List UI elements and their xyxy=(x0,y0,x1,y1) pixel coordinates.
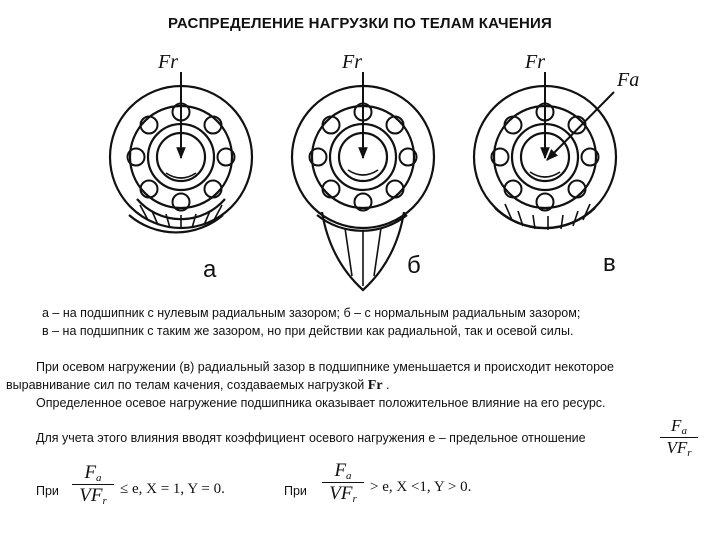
condition-1-fraction: $F_a$ $VF_r$ xyxy=(72,462,114,507)
paragraph-1-line-2-end: . xyxy=(386,378,390,392)
paragraph-3: Для учета этого влияния вводят коэффициент осевого нагружения е – предельное отношение xyxy=(36,431,586,445)
force-label-fr-a: Fr xyxy=(158,51,178,73)
force-label-fa-v: Fa xyxy=(617,69,640,91)
condition-2-fraction: $F_a$ $VF_r$ xyxy=(322,460,364,505)
fr-symbol: Fr xyxy=(367,378,383,393)
caption-line-1: а – на подшипник с нулевым радиальным зазором; б – с нормальным радиальным зазором; xyxy=(42,306,581,320)
condition-1-prefix: При xyxy=(36,484,59,498)
figure-label-b: б xyxy=(407,252,421,279)
paragraph-1-line-2-text: выравнивание сил по телам качения, создаваемых нагрузкой xyxy=(6,378,365,392)
force-label-fr-b: Fr xyxy=(342,51,362,73)
figure-label-v: в xyxy=(603,250,616,277)
caption-line-2: в – на подшипник с таким же зазором, но при действии как радиальной, так и осевой силы. xyxy=(42,324,574,338)
paragraph-2: Определенное осевое нагружение подшипника оказывает положительное влияние на его ресурс. xyxy=(36,396,606,410)
bearing-diagram-a xyxy=(110,72,252,232)
page-title: РАСПРЕДЕЛЕНИЕ НАГРУЗКИ ПО ТЕЛАМ КАЧЕНИЯ xyxy=(168,15,552,32)
bearing-diagram-v xyxy=(474,72,616,230)
paragraph-1-line-2 xyxy=(6,378,390,394)
ratio-fraction: $F_a$ $VF_r$ xyxy=(660,416,698,459)
condition-1-text: ≤ e, X = 1, Y = 0. xyxy=(120,481,225,497)
force-label-fr-v: Fr xyxy=(525,51,545,73)
condition-2-text: > e, X <1, Y > 0. xyxy=(370,479,472,495)
figure-label-a: а xyxy=(203,256,217,283)
paragraph-1-line-1: При осевом нагружении (в) радиальный зазор в подшипнике уменьшается и происходит некоторое xyxy=(36,360,614,374)
condition-2-prefix: При xyxy=(284,484,307,498)
